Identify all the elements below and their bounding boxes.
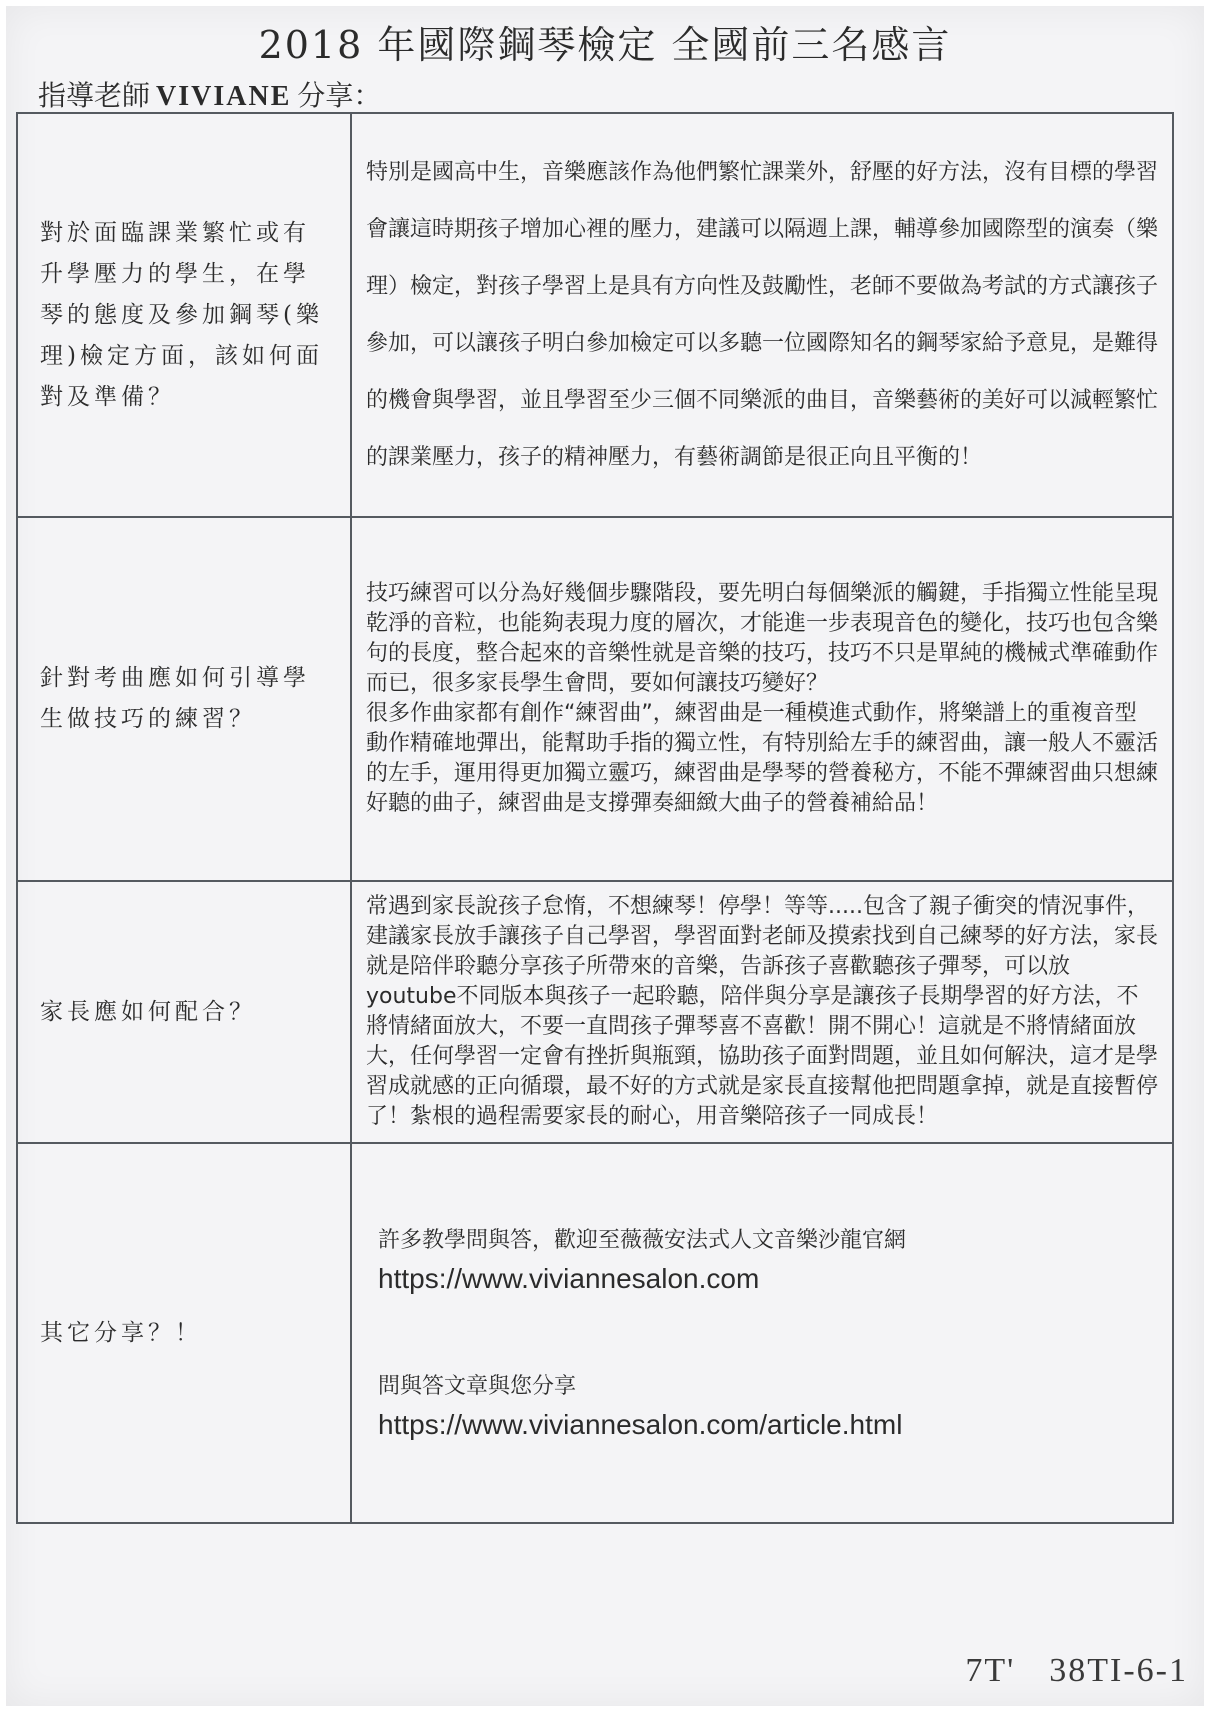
answer-text: 特別是國高中生，音樂應該作為他們繁忙課業外，舒壓的好方法，沒有目標的學習會讓這時期孩子增加心裡的壓力，建議可以隔週上課，輔導參加國際型的演奏（樂理）檢定，對孩子學習上是具有方向性及鼓勵性，老師不要做為考試的方式讓孩子參加，可以讓孩子明白參加檢定可以多聽一位國際知名的鋼琴家給予意見，是難得的機會與學習，並且學習至少三個不同樂派的曲目，音樂藝術的美好可以減輕繁忙的課業壓力，孩子的精神壓力，有藝術調節是很正向且平衡的！ xyxy=(366,160,1159,470)
teacher-label: 指導老師 xyxy=(38,79,151,112)
answer-paragraph: 很多作曲家都有創作“練習曲”，練習曲是一種模進式動作，將樂譜上的重複音型動作精確地彈出，能幫助手指的獨立性，有特別給左手的練習曲，讓一般人不靈活的左手，運用得更加獨立靈巧，練習曲是學琴的營養秘方，不能不彈練習曲只想練好聽的曲子，練習曲是支撐彈奏細緻大曲子的營養補給品！ xyxy=(366,701,1159,816)
qa-row-other xyxy=(17,1143,1173,1523)
qa-table xyxy=(16,112,1174,1524)
question-cell xyxy=(17,881,351,1143)
answer-paragraph: 技巧練習可以分為好幾個步驟階段，要先明白每個樂派的觸鍵，手指獨立性能呈現乾淨的音粒，也能夠表現力度的層次，才能進一步表現音色的變化，技巧也包含樂句的長度，整合起來的音樂性就是音樂的技巧，技巧不只是單純的機械式準確動作而已，很多家長學生會問，要如何讓技巧變好？ xyxy=(366,581,1159,696)
question-cell xyxy=(17,1143,351,1523)
question-text: 家長應如何配合？ xyxy=(40,998,256,1025)
question-text: 其它分享？！ xyxy=(40,1319,202,1346)
answer-text: 常遇到家長說孩子怠惰，不想練琴！停學！等等.....包含了親子衝突的情況事件，建議家長放手讓孩子自己學習，學習面對老師及摸索找到自己練琴的好方法，家長就是陪伴聆聽分享孩子所帶來的音樂，告訴孩子喜歡聽孩子彈琴，可以放youtube不同版本與孩子一起聆聽，陪伴與分享是讓孩子長期學習的好方法，不將情緒面放大，不要一直問孩子彈琴喜不喜歡！開不開心！這就是不將情緒面放大，任何學習一定會有挫折與瓶頸，協助孩子面對問題，並且如何解決，這才是學習成就感的正向循環，最不好的方式就是家長直接幫他把問題拿掉，就是直接暫停了！紮根的過程需要家長的耐心，用音樂陪孩子一同成長！ xyxy=(366,894,1159,1129)
teacher-name: VIVIANE xyxy=(156,81,292,112)
qa-row-study-pressure xyxy=(17,113,1173,517)
article-url: https://www.viviannesalon.com/article.html xyxy=(378,1409,903,1440)
link-caption: 許多教學問與答，歡迎至薇薇安法式人文音樂沙龍官網 xyxy=(378,1228,907,1253)
website-url: https://www.viviannesalon.com xyxy=(378,1263,760,1294)
answer-cell xyxy=(351,517,1173,881)
footer-left-code: 7T' xyxy=(965,1652,1016,1689)
question-text: 針對考曲應如何引導學生做技巧的練習？ xyxy=(40,665,310,732)
qa-row-technique xyxy=(17,517,1173,881)
link-caption: 問與答文章與您分享 xyxy=(378,1374,577,1399)
footer-right-code: 38TI-6-1 xyxy=(1049,1652,1188,1689)
question-cell xyxy=(17,113,351,517)
answer-cell xyxy=(351,881,1173,1143)
question-text: 對於面臨課業繁忙或有升學壓力的學生，在學琴的態度及參加鋼琴(樂理)檢定方面，該如何面對及準備？ xyxy=(40,219,323,410)
spacer xyxy=(378,1298,1158,1368)
page-title: 2018 年國際鋼琴檢定 全國前三名感言 xyxy=(258,23,952,67)
teacher-suffix: 分享： xyxy=(297,79,382,112)
question-cell xyxy=(17,517,351,881)
qa-row-parents xyxy=(17,881,1173,1143)
answer-cell xyxy=(351,1143,1173,1523)
answer-cell xyxy=(351,113,1173,517)
teacher-line xyxy=(38,74,381,114)
footer-codes xyxy=(931,1652,1188,1690)
